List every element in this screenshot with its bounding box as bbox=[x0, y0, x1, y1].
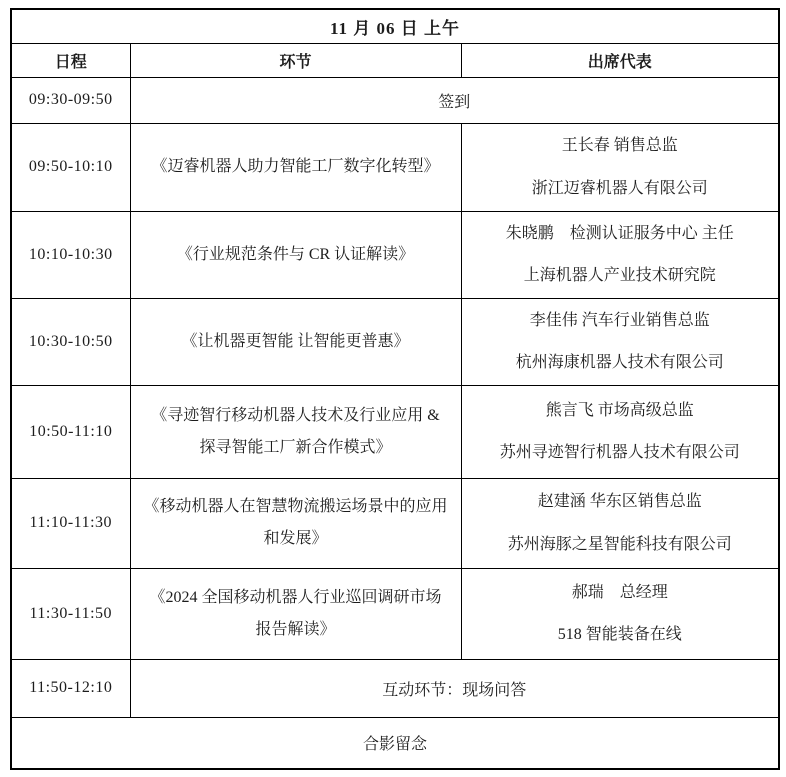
table-title: 11 月 06 日 上午 bbox=[11, 9, 779, 43]
speaker-name-title: 王长春 销售总监 bbox=[561, 137, 678, 155]
time-cell: 10:10-10:30 bbox=[11, 211, 130, 298]
session-title-cell: 《寻迹智行移动机器人技术及行业应用 & 探寻智能工厂新合作模式》 bbox=[130, 385, 461, 478]
time-cell: 09:30-09:50 bbox=[11, 77, 130, 123]
speaker-company: 518 智能装备在线 bbox=[557, 626, 682, 643]
session-title-cell: 《2024 全国移动机器人行业巡回调研市场报告解读》 bbox=[130, 568, 461, 659]
col-header-schedule: 日程 bbox=[11, 43, 130, 77]
representative-cell bbox=[461, 385, 779, 478]
session-title-cell: 《行业规范条件与 CR 认证解读》 bbox=[130, 211, 461, 298]
session-title-cell: 《让机器更智能 让智能更普惠》 bbox=[130, 298, 461, 385]
activity-cell: 签到 bbox=[130, 77, 779, 123]
table-row-session-1 bbox=[11, 123, 779, 211]
time-cell: 10:30-10:50 bbox=[11, 298, 130, 385]
table-row-qa bbox=[11, 659, 779, 717]
representative-stack bbox=[474, 401, 767, 462]
table-title-row bbox=[11, 9, 779, 43]
representative-stack bbox=[474, 136, 767, 197]
session-title-cell: 《迈睿机器人助力智能工厂数字化转型》 bbox=[130, 123, 461, 211]
speaker-name-title: 李佳伟 汽车行业销售总监 bbox=[529, 311, 710, 329]
schedule-table bbox=[10, 8, 780, 770]
time-cell: 09:50-10:10 bbox=[11, 123, 130, 211]
session-title-cell: 《移动机器人在智慧物流搬运场景中的应用和发展》 bbox=[130, 478, 461, 568]
table-row-session-2 bbox=[11, 211, 779, 298]
speaker-company: 浙江迈睿机器人有限公司 bbox=[531, 179, 708, 197]
speaker-company: 上海机器人产业技术研究院 bbox=[523, 267, 716, 284]
table-row-session-3 bbox=[11, 298, 779, 385]
table-header-row bbox=[11, 43, 779, 77]
representative-stack bbox=[474, 311, 767, 372]
col-header-representatives: 出席代表 bbox=[461, 43, 779, 77]
representative-stack bbox=[474, 492, 767, 553]
table-row-session-4 bbox=[11, 385, 779, 478]
speaker-company: 苏州寻迹智行机器人技术有限公司 bbox=[499, 444, 740, 461]
speaker-name-title: 熊言飞 市场高级总监 bbox=[545, 401, 694, 419]
speaker-name-title: 郝瑞 总经理 bbox=[571, 583, 668, 601]
speaker-name-title: 赵建涵 华东区销售总监 bbox=[537, 493, 702, 511]
representative-stack bbox=[474, 224, 767, 285]
col-header-session: 环节 bbox=[130, 43, 461, 77]
speaker-company: 苏州海豚之星智能科技有限公司 bbox=[507, 535, 732, 553]
activity-cell: 互动环节：现场问答 bbox=[130, 659, 779, 717]
table-row-signin bbox=[11, 77, 779, 123]
table-row-session-5 bbox=[11, 478, 779, 568]
representative-stack bbox=[474, 583, 767, 644]
table-row-session-6 bbox=[11, 568, 779, 659]
time-cell: 11:10-11:30 bbox=[11, 478, 130, 568]
representative-cell bbox=[461, 478, 779, 568]
activity-cell: 合影留念 bbox=[11, 717, 779, 769]
representative-cell bbox=[461, 568, 779, 659]
time-cell: 11:50-12:10 bbox=[11, 659, 130, 717]
speaker-company: 杭州海康机器人技术有限公司 bbox=[515, 354, 724, 371]
representative-cell bbox=[461, 211, 779, 298]
time-cell: 11:30-11:50 bbox=[11, 568, 130, 659]
time-cell: 10:50-11:10 bbox=[11, 385, 130, 478]
representative-cell bbox=[461, 298, 779, 385]
representative-cell bbox=[461, 123, 779, 211]
table-row-photo bbox=[11, 717, 779, 769]
speaker-name-title: 朱晓鹏 检测认证服务中心 主任 bbox=[505, 224, 734, 242]
